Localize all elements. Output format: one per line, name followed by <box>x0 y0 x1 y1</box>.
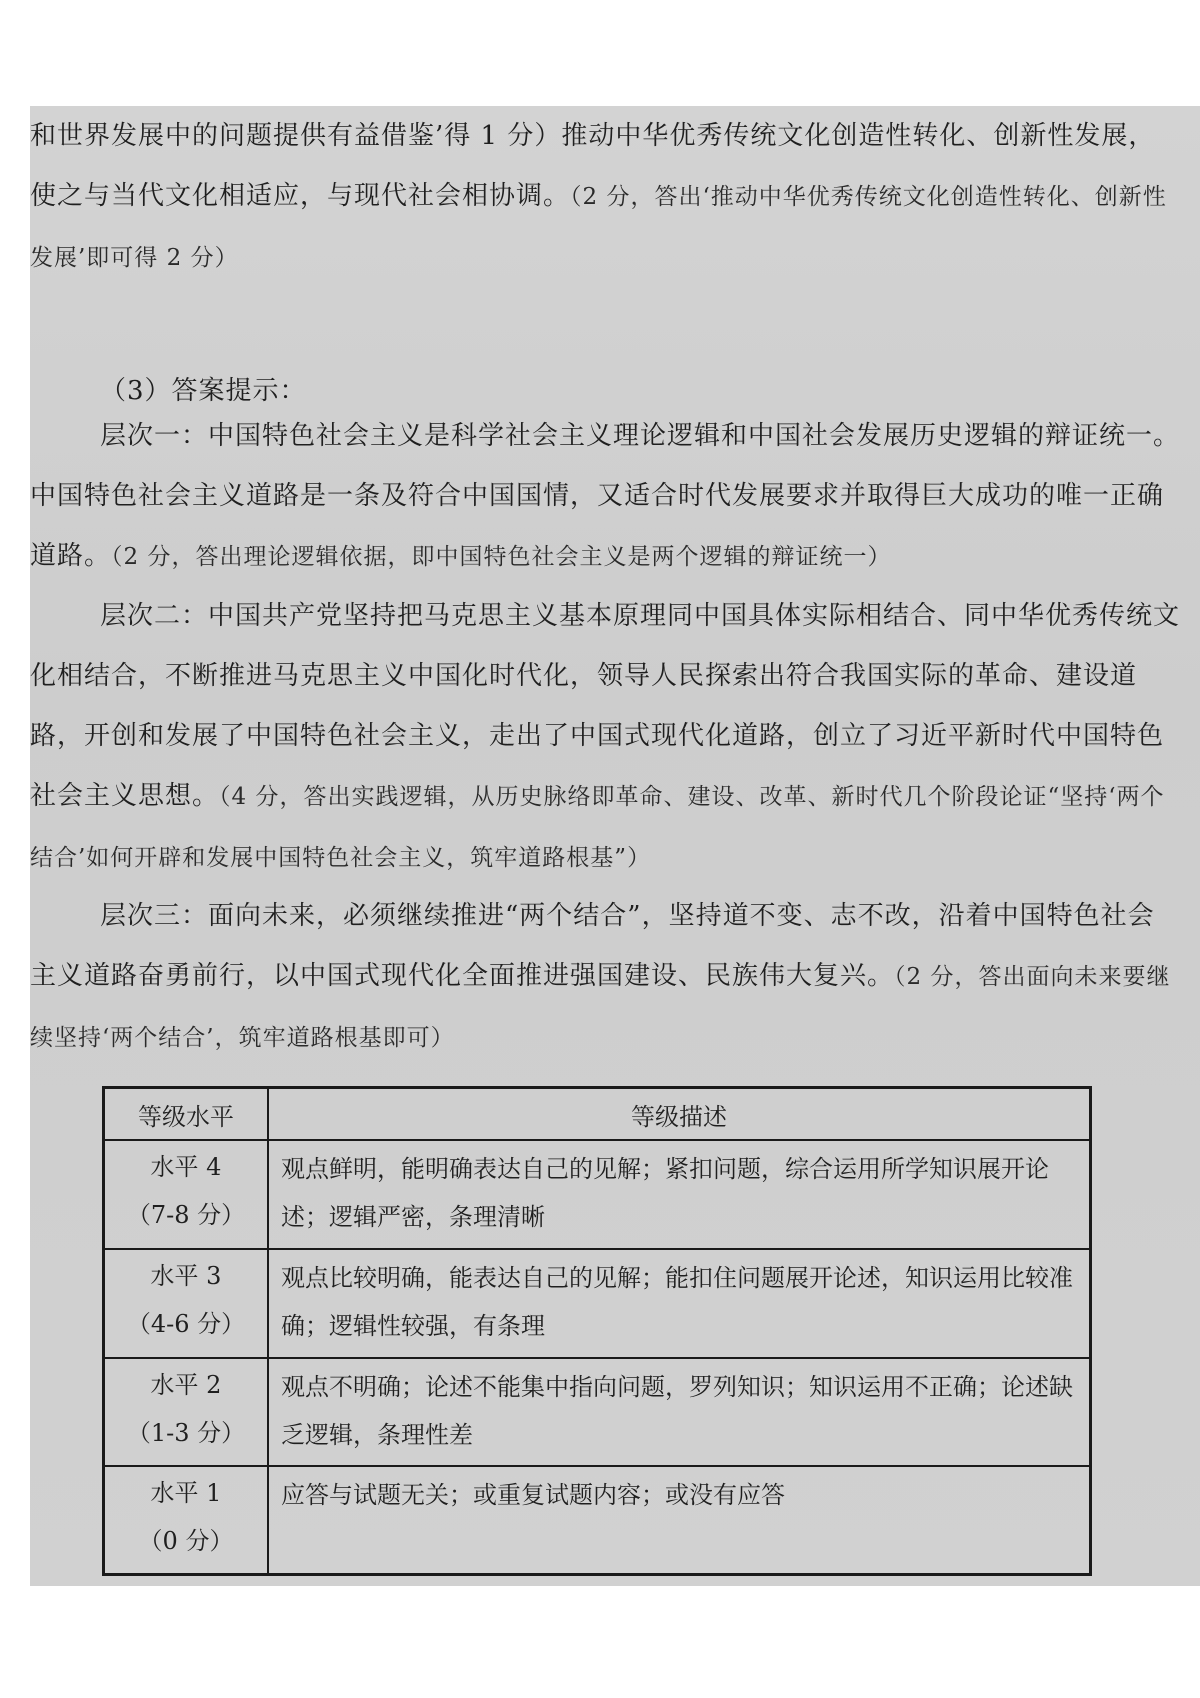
paragraph-text: 和世界发展中的问题提供有益借鉴’得 1 分）推动中华优秀传统文化创造性转化、创新性发展，使之与当代文化相适应，与现代社会相协调。 <box>30 121 1156 211</box>
header-level: 等级水平 <box>104 1088 269 1141</box>
scoring-note: （4 分，答出实践逻辑，从历史脉络即革命、建设、改革、新时代几个阶段论证“坚持‘两个结合’如何开辟和发展中国特色社会主义，筑牢道路根基”） <box>30 784 1165 871</box>
level-description: 观点不明确；论述不能集中指向问题，罗列知识；知识运用不正确；论述缺乏逻辑，条理性差 <box>268 1358 1091 1467</box>
scoring-note: （2 分，答出面向未来要继续坚持‘两个结合’，筑牢道路根基即可） <box>30 964 1171 1051</box>
level-name: 水平 1 <box>150 1479 222 1508</box>
paragraph-text: 层次三：面向未来，必须继续推进“两个结合”，坚持道不变、志不改，沿着中国特色社会主义道路奋勇前行，以中国式现代化全面推进强国建设、民族伟大复兴。 <box>30 901 1155 991</box>
level-description: 应答与试题无关；或重复试题内容；或没有应答 <box>268 1466 1091 1574</box>
level-cell <box>104 1358 269 1467</box>
paragraph-level-three <box>30 886 1180 1068</box>
paragraph-level-two <box>30 586 1180 888</box>
paragraph-culture-continuation <box>30 106 1180 288</box>
level-name: 水平 3 <box>150 1261 222 1290</box>
table-row <box>104 1249 1091 1358</box>
paragraph-text: 层次二：中国共产党坚持把马克思主义基本原理同中国具体实际相结合、同中华优秀传统文化相结合，不断推进马克思主义中国化时代化，领导人民探索出符合我国实际的革命、建设道路，开创和发展了中国特色社会主义，走出了中国式现代化道路，创立了习近平新时代中国特色社会主义思想。 <box>30 601 1181 811</box>
table-row <box>104 1140 1091 1249</box>
paragraph-level-one <box>30 406 1180 587</box>
scanned-page <box>30 106 1200 1586</box>
level-score: （4-6 分） <box>126 1309 246 1338</box>
level-cell <box>104 1466 269 1574</box>
paragraph-text: 层次一：中国特色社会主义是科学社会主义理论逻辑和中国社会发展历史逻辑的辩证统一。中国特色社会主义道路是一条及符合中国国情，又适合时代发展要求并取得巨大成功的唯一正确道路。 <box>30 421 1181 571</box>
level-description: 观点比较明确，能表达自己的见解；能扣住问题展开论述，知识运用比较准确；逻辑性较强，有条理 <box>268 1249 1091 1358</box>
level-score: （7-8 分） <box>126 1201 246 1229</box>
table-header-row <box>104 1088 1091 1141</box>
table-row <box>104 1466 1091 1574</box>
level-score: （0 分） <box>138 1527 234 1556</box>
level-name: 水平 4 <box>150 1153 222 1181</box>
level-score: （1-3 分） <box>126 1418 246 1447</box>
level-name: 水平 2 <box>150 1370 222 1399</box>
scoring-note: （2 分，答出‘推动中华优秀传统文化创造性转化、创新性发展’即可得 2 分） <box>30 184 1167 271</box>
level-cell <box>104 1249 269 1358</box>
scoring-note: （2 分，答出理论逻辑依据，即中国特色社会主义是两个逻辑的辩证统一） <box>111 544 892 570</box>
grade-rubric-table <box>102 1086 1092 1576</box>
level-cell <box>104 1140 269 1249</box>
header-description: 等级描述 <box>268 1088 1091 1141</box>
level-description: 观点鲜明，能明确表达自己的见解；紧扣问题，综合运用所学知识展开论述；逻辑严密，条理清晰 <box>268 1140 1091 1249</box>
table-row <box>104 1358 1091 1467</box>
answer-heading: （3）答案提示： <box>100 376 307 406</box>
